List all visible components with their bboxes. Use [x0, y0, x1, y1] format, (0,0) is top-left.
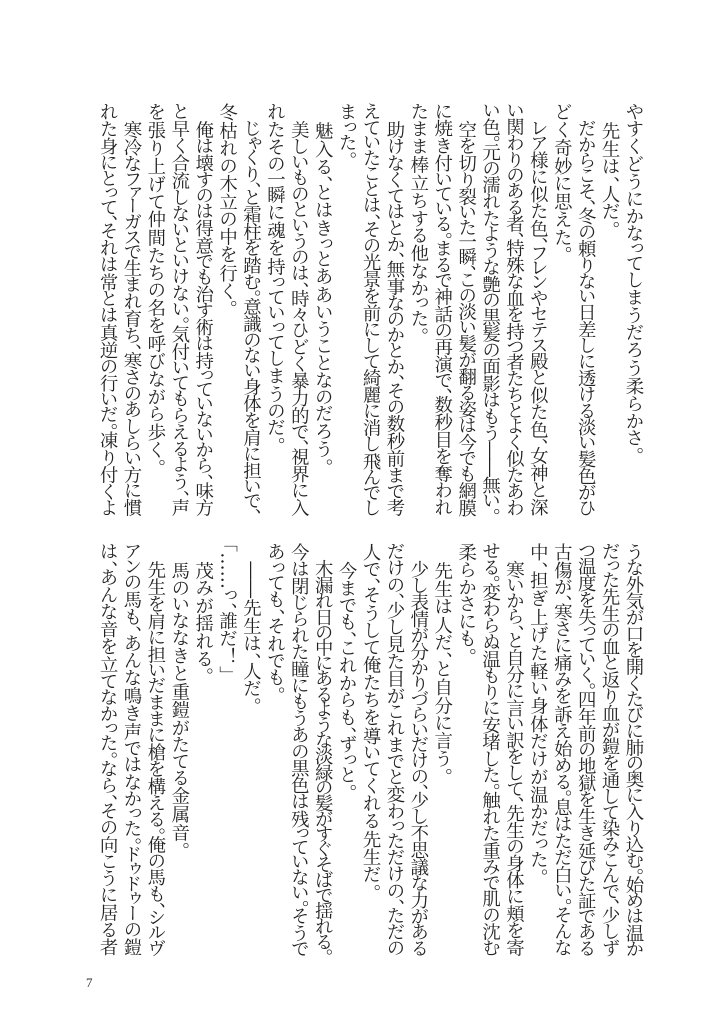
- text-line: じゃくり、と霜柱を踏む。意識のない身体を肩に担いで、: [240, 103, 262, 516]
- text-column: [454, 543, 478, 963]
- text-column: [286, 103, 310, 523]
- text-line: 助けなくてはとか、無事なのかとか、その数秒前まで考: [383, 103, 405, 516]
- text-line: だけの、少し見た目がこれまでと変わっただけの、ただの: [383, 543, 405, 956]
- text-column: [167, 543, 191, 963]
- text-line: えていたことは、その光景を前にして綺麗に消し飛んでし: [360, 103, 382, 516]
- text-line: だからこそ、冬の頼りない日差しに透ける淡い髪色がひ: [575, 103, 597, 516]
- text-column: [597, 543, 621, 963]
- text-line: たまま棒立ちする他なかった。: [407, 103, 429, 337]
- text-column: [358, 103, 382, 523]
- text-column: [310, 103, 334, 523]
- text-column: [119, 543, 143, 963]
- text-column: [430, 103, 454, 523]
- text-line: に焼き付いている。まるで神話の再演で、数秒目を奪われ: [431, 103, 453, 516]
- text-line: れたその一瞬に魂を持っていってしまうのだ。: [264, 103, 286, 446]
- text-column: [215, 103, 239, 523]
- text-column: [621, 543, 645, 963]
- text-line: 茂みが揺れる。: [192, 543, 214, 677]
- text-line: 魅入る、とはきっとああいうことなのだろう。: [312, 103, 334, 468]
- text-column: [549, 543, 573, 963]
- text-line: を張り上げて仲間たちの名を呼びながら歩く。: [144, 103, 166, 468]
- text-line: つ温度を失っていく。四年前の地獄を生き延びた証である: [575, 543, 597, 956]
- text-block-bottom: [95, 543, 645, 963]
- text-column: [382, 103, 406, 523]
- text-column: [358, 543, 382, 963]
- text-column: [549, 103, 573, 523]
- text-column: [573, 543, 597, 963]
- text-line: うな外気が口を開くたびに肺の奥に入り込む。始めは温か: [623, 543, 644, 956]
- text-line: 馬のいななきと重鎧がたてる金属音。: [168, 543, 190, 851]
- text-column: [334, 543, 358, 963]
- text-column: [143, 543, 167, 963]
- text-line: どく奇妙に思えた。: [551, 103, 573, 256]
- text-line: と早く合流しないといけない。気付いてもらえるよう、声: [168, 103, 190, 516]
- text-column: [167, 103, 191, 523]
- text-column: [239, 103, 263, 523]
- text-line: ――先生は、人だ。: [240, 543, 262, 707]
- text-column: [406, 103, 430, 523]
- text-column: [454, 103, 478, 523]
- text-line: 俺は壊すのは得意でも治す術は持っていないから、味方: [192, 103, 214, 516]
- text-column: [525, 543, 549, 963]
- text-line: 今は閉じられた瞳にもうあの黒色は残っていない。そうで: [288, 543, 310, 956]
- text-column: [502, 103, 526, 523]
- text-line: い関わりのある者、特殊な血を持つ者たちとよく似たあわ: [503, 103, 525, 516]
- text-line: 少し表情が分かりづらいだけの、少し不思議な力がある: [407, 543, 429, 956]
- text-line: まった。: [336, 103, 358, 161]
- text-column: [263, 103, 287, 523]
- text-line: 中、担ぎ上げた軽い身体だけが温かだった。: [527, 543, 549, 878]
- text-column: [263, 543, 287, 963]
- text-column: [406, 543, 430, 963]
- text-column: [597, 103, 621, 523]
- text-line: 先生は、人だ。: [599, 103, 621, 230]
- text-column: [573, 103, 597, 523]
- text-line: 柔らかさにも。: [455, 543, 477, 657]
- text-line: 先生を肩に担いだままに槍を構える。俺の馬も、シルヴ: [144, 543, 166, 956]
- text-column: [382, 543, 406, 963]
- text-line: 寒いから、と自分に言い訳をして、先生の身体に頬を寄: [503, 543, 525, 956]
- text-column: [95, 543, 119, 963]
- text-line: 人で、そうして俺たちを導いてくれる先生だ。: [360, 543, 382, 893]
- text-line: は、あんな音を立てなかった。なら、その向こうに居る者: [97, 543, 119, 956]
- text-line: 今までも、これからも、ずっと。: [336, 543, 358, 793]
- text-column: [239, 543, 263, 963]
- text-column: [310, 543, 334, 963]
- text-column: [119, 103, 143, 523]
- text-block-top: [95, 103, 645, 523]
- text-column: [215, 543, 239, 963]
- text-line: レア様に似た色、フレンやセテス殿と似た色、女神と深: [527, 103, 549, 516]
- text-line: い色。元の濡れたような艶の黒髪の面影はもう――無い。: [479, 103, 501, 516]
- text-line: 「……っ、誰だ！」: [216, 543, 238, 675]
- text-line: 冬枯れの木立の中を行く。: [216, 103, 238, 310]
- text-column: [525, 103, 549, 523]
- text-line: アンの馬も、あんな鳴き声ではなかった。ドゥドゥーの鎧: [120, 543, 142, 956]
- text-line: 美しいものというのは、時々ひどく暴力的で、視界に入: [288, 103, 310, 516]
- text-column: [621, 103, 645, 523]
- text-line: れた身にとって、それは常とは真逆の行いだ。凍り付くよ: [97, 103, 119, 516]
- text-line: 寒冷なファーガスで生まれ育ち、寒さのあしらい方に慣: [120, 103, 142, 516]
- text-column: [478, 543, 502, 963]
- text-column: [334, 103, 358, 523]
- text-column: [143, 103, 167, 523]
- text-line: せる。変わらぬ温もりに安堵した。触れた重みで肌の沈む: [479, 543, 501, 956]
- text-column: [95, 103, 119, 523]
- text-line: 木漏れ日の中にあるような淡緑の髪がすぐそばで揺れる。: [312, 543, 334, 956]
- text-column: [191, 543, 215, 963]
- text-column: [286, 543, 310, 963]
- page-number: 7: [86, 975, 93, 990]
- text-column: [478, 103, 502, 523]
- text-line: 空を切り裂いた一瞬、この淡い髪が翻る姿は今でも網膜: [455, 103, 477, 516]
- text-line: だった先生の血と返り血が鎧を通して染みこんで、少しず: [599, 543, 621, 956]
- text-line: やすくどうにかなってしまうだろう柔らかさ。: [623, 103, 644, 457]
- text-column: [430, 543, 454, 963]
- text-line: 先生は人だ、と自分に言う。: [431, 543, 453, 778]
- text-column: [502, 543, 526, 963]
- text-line: 古傷が、寒さに痛みを訴え始める。息はただ白い。そんな: [551, 543, 573, 956]
- text-line: あっても、それでも。: [264, 543, 286, 696]
- text-column: [191, 103, 215, 523]
